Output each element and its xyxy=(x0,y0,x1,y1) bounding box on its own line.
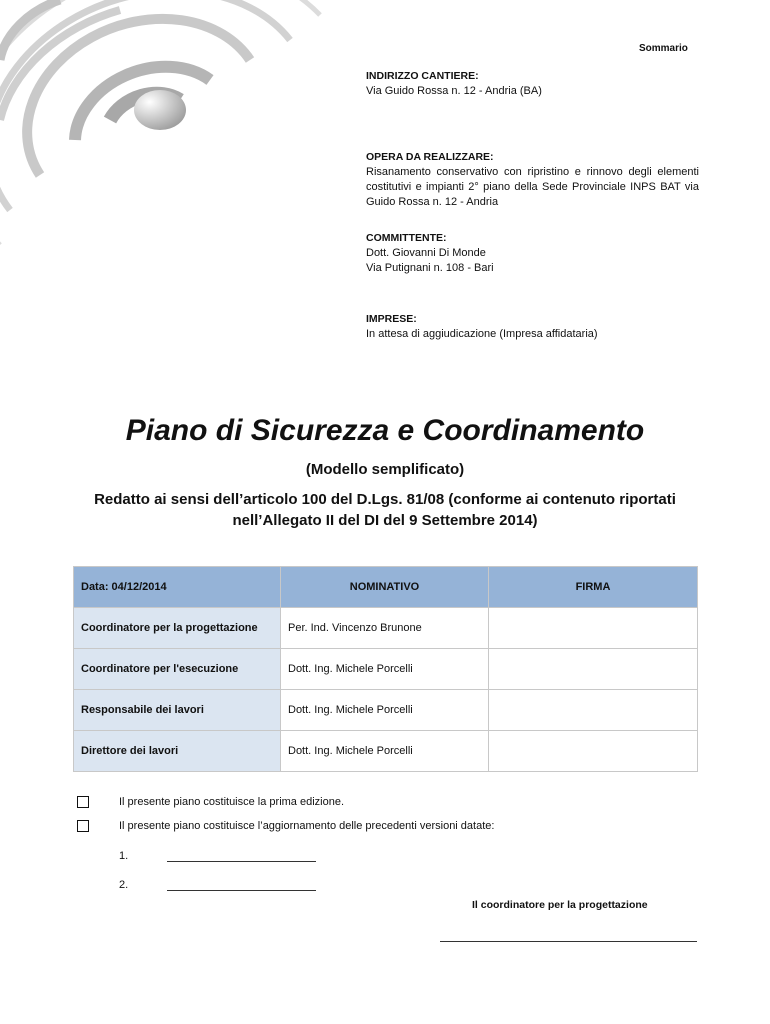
name-cell: Per. Ind. Vincenzo Brunone xyxy=(281,608,489,649)
version-item-2-number: 2. xyxy=(119,879,129,891)
cantiere-block xyxy=(366,69,699,99)
update-checkbox[interactable] xyxy=(77,820,89,832)
name-cell: Dott. Ing. Michele Porcelli xyxy=(281,649,489,690)
committente-block xyxy=(366,231,699,276)
signature-cell xyxy=(489,608,698,649)
committente-address: Via Putignani n. 108 - Bari xyxy=(366,262,494,274)
committente-name: Dott. Giovanni Di Monde xyxy=(366,247,486,259)
imprese-value: In attesa di aggiudicazione (Impresa affidataria) xyxy=(366,328,598,340)
table-header-row xyxy=(74,567,698,608)
concentric-arcs-decoration xyxy=(0,0,330,250)
opera-block xyxy=(366,150,699,210)
name-cell: Dott. Ing. Michele Porcelli xyxy=(281,731,489,772)
document-description xyxy=(55,489,715,531)
sommario-label: Sommario xyxy=(639,43,688,54)
document-subtitle: (Modello semplificato) xyxy=(305,461,465,478)
version-date-1-field[interactable] xyxy=(167,861,316,862)
imprese-label: IMPRESE: xyxy=(366,313,417,325)
signature-table xyxy=(73,566,698,772)
role-cell: Coordinatore per la progettazione xyxy=(74,608,281,649)
version-date-2-field[interactable] xyxy=(167,890,316,891)
signature-cell xyxy=(489,690,698,731)
committente-label: COMMITTENTE: xyxy=(366,232,447,244)
table-row xyxy=(74,690,698,731)
signature-label: Il coordinatore per la progettazione xyxy=(472,899,648,911)
role-cell: Direttore dei lavori xyxy=(74,731,281,772)
role-cell: Responsabile dei lavori xyxy=(74,690,281,731)
imprese-block xyxy=(366,312,699,342)
nominativo-header: NOMINATIVO xyxy=(281,567,489,608)
table-row xyxy=(74,731,698,772)
document-title: Piano di Sicurezza e Coordinamento xyxy=(125,414,645,447)
role-cell: Coordinatore per l'esecuzione xyxy=(74,649,281,690)
cantiere-value: Via Guido Rossa n. 12 - Andria (BA) xyxy=(366,85,542,97)
description-line-1: Redatto ai sensi dell’articolo 100 del D.Lgs. 81/08 (conforme ai contenuto riportati xyxy=(94,491,676,508)
table-row xyxy=(74,608,698,649)
opera-value: Risanamento conservativo con ripristino e rinnovo degli elementi costitutivi e impianti 2° piano della Sede Provinciale INPS BAT via Guido Rossa n. 12 - Andria xyxy=(366,166,699,208)
update-text: Il presente piano costituisce l’aggiornamento delle precedenti versioni datate: xyxy=(119,820,495,832)
first-edition-text: Il presente piano costituisce la prima edizione. xyxy=(119,796,345,808)
description-line-2: nell’Allegato II del DI del 9 Settembre 2014) xyxy=(232,512,538,529)
cantiere-label: INDIRIZZO CANTIERE: xyxy=(366,70,479,82)
opera-label: OPERA DA REALIZZARE: xyxy=(366,151,494,163)
signature-cell xyxy=(489,731,698,772)
name-cell: Dott. Ing. Michele Porcelli xyxy=(281,690,489,731)
date-header: Data: 04/12/2014 xyxy=(74,567,281,608)
signature-line[interactable] xyxy=(440,941,697,942)
table-row xyxy=(74,649,698,690)
signature-cell xyxy=(489,649,698,690)
version-item-1-number: 1. xyxy=(119,850,129,862)
first-edition-checkbox[interactable] xyxy=(77,796,89,808)
firma-header: FIRMA xyxy=(489,567,698,608)
